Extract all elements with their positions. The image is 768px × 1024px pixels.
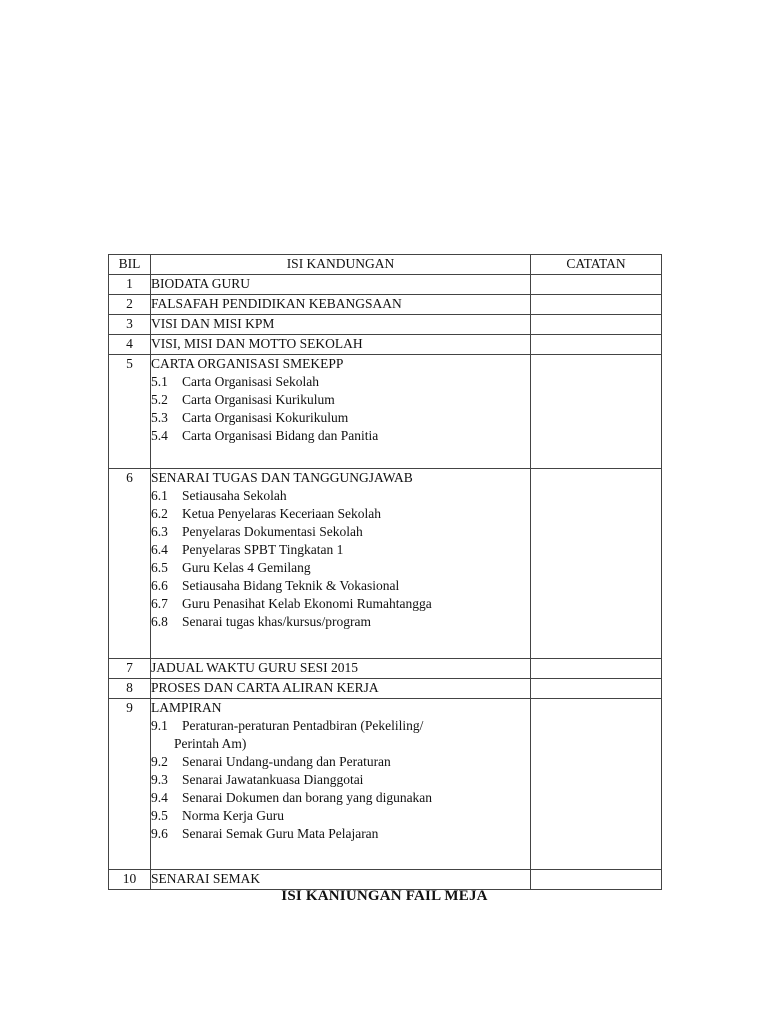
list-item xyxy=(151,789,530,807)
item-text-continuation: Perintah Am) xyxy=(174,736,247,751)
list-item xyxy=(151,717,530,735)
item-text: Norma Kerja Guru xyxy=(182,808,284,823)
table-row xyxy=(109,469,662,659)
row-title: PROSES DAN CARTA ALIRAN KERJA xyxy=(151,679,531,699)
row-title: VISI DAN MISI KPM xyxy=(151,315,531,335)
row-number: 6 xyxy=(109,469,151,659)
row-title: FALSAFAH PENDIDIKAN KEBANGSAAN xyxy=(151,295,531,315)
item-number: 5.3 xyxy=(151,410,168,425)
item-text: Carta Organisasi Bidang dan Panitia xyxy=(182,428,379,443)
item-text: Carta Organisasi Kurikulum xyxy=(182,392,335,407)
item-number: 9.4 xyxy=(151,790,168,805)
table-row xyxy=(109,870,662,890)
row-catatan xyxy=(531,355,662,469)
item-text: Penyelaras Dokumentasi Sekolah xyxy=(182,524,363,539)
list-item xyxy=(151,577,530,595)
item-text: Senarai Undang-undang dan Peraturan xyxy=(182,754,391,769)
header-catatan: CATATAN xyxy=(531,255,662,275)
item-number: 6.6 xyxy=(151,578,168,593)
table-row xyxy=(109,335,662,355)
row-content xyxy=(151,469,531,659)
row-catatan xyxy=(531,659,662,679)
item-text: Carta Organisasi Sekolah xyxy=(182,374,319,389)
item-text: Guru Kelas 4 Gemilang xyxy=(182,560,311,575)
row-title: BIODATA GURU xyxy=(151,275,531,295)
row-number: 9 xyxy=(109,699,151,870)
row-number: 8 xyxy=(109,679,151,699)
item-text: Senarai Jawatankuasa Dianggotai xyxy=(182,772,364,787)
item-text: Guru Penasihat Kelab Ekonomi Rumahtangga xyxy=(182,596,432,611)
table-row xyxy=(109,679,662,699)
item-number: 6.2 xyxy=(151,506,168,521)
list-item xyxy=(151,373,530,391)
item-number: 6.4 xyxy=(151,542,168,557)
item-text: Peraturan-peraturan Pentadbiran (Pekeliling/ xyxy=(182,718,424,733)
row-catatan xyxy=(531,870,662,890)
row-number: 3 xyxy=(109,315,151,335)
header-bil: BIL xyxy=(109,255,151,275)
row-number: 1 xyxy=(109,275,151,295)
table-row xyxy=(109,275,662,295)
list-item xyxy=(151,541,530,559)
row-title: SENARAI TUGAS DAN TANGGUNGJAWAB xyxy=(151,470,413,485)
item-text: Penyelaras SPBT Tingkatan 1 xyxy=(182,542,344,557)
row-title: JADUAL WAKTU GURU SESI 2015 xyxy=(151,659,531,679)
row-catatan xyxy=(531,335,662,355)
row-catatan xyxy=(531,699,662,870)
row-number: 7 xyxy=(109,659,151,679)
item-number: 5.1 xyxy=(151,374,168,389)
list-item xyxy=(151,505,530,523)
row-title: SENARAI SEMAK xyxy=(151,870,531,890)
list-item xyxy=(151,523,530,541)
item-number: 5.2 xyxy=(151,392,168,407)
item-number: 9.6 xyxy=(151,826,168,841)
row-catatan xyxy=(531,315,662,335)
item-text: Setiausaha Bidang Teknik & Vokasional xyxy=(182,578,400,593)
row-catatan xyxy=(531,295,662,315)
row-title: LAMPIRAN xyxy=(151,700,222,715)
item-number: 5.4 xyxy=(151,428,168,443)
item-number: 6.5 xyxy=(151,560,168,575)
row-number: 5 xyxy=(109,355,151,469)
row-catatan xyxy=(531,469,662,659)
list-item xyxy=(151,807,530,825)
list-item xyxy=(151,753,530,771)
item-text: Ketua Penyelaras Keceriaan Sekolah xyxy=(182,506,382,521)
table-row xyxy=(109,699,662,870)
item-number: 6.8 xyxy=(151,614,168,629)
list-item xyxy=(151,487,530,505)
list-item xyxy=(151,391,530,409)
item-number: 6.7 xyxy=(151,596,168,611)
item-number: 6.3 xyxy=(151,524,168,539)
table-row xyxy=(109,659,662,679)
item-text: Senarai tugas khas/kursus/program xyxy=(182,614,371,629)
item-number: 9.5 xyxy=(151,808,168,823)
row-number: 4 xyxy=(109,335,151,355)
item-text: Setiausaha Sekolah xyxy=(182,488,287,503)
item-number: 9.2 xyxy=(151,754,168,769)
row-catatan xyxy=(531,679,662,699)
row-number: 10 xyxy=(109,870,151,890)
item-number: 9.3 xyxy=(151,772,168,787)
list-item xyxy=(151,559,530,577)
row-number: 2 xyxy=(109,295,151,315)
item-number: 9.1 xyxy=(151,718,168,733)
item-number: 6.1 xyxy=(151,488,168,503)
list-item xyxy=(151,825,530,843)
list-item xyxy=(151,771,530,789)
table-row xyxy=(109,295,662,315)
row-content xyxy=(151,355,531,469)
item-text: Senarai Semak Guru Mata Pelajaran xyxy=(182,826,379,841)
table-header-row xyxy=(109,255,662,275)
row-catatan xyxy=(531,275,662,295)
header-isi-kandungan: ISI KANDUNGAN xyxy=(151,255,531,275)
contents-table xyxy=(108,254,662,890)
list-item xyxy=(151,595,530,613)
list-item xyxy=(151,427,530,445)
row-title: CARTA ORGANISASI SMEKEPP xyxy=(151,356,344,371)
row-content xyxy=(151,699,531,870)
document-caption: ISI KANIUNGAN FAIL MEJA xyxy=(281,888,488,904)
table-row xyxy=(109,355,662,469)
row-title: VISI, MISI DAN MOTTO SEKOLAH xyxy=(151,335,531,355)
list-item xyxy=(151,613,530,631)
table-row xyxy=(109,315,662,335)
item-text: Senarai Dokumen dan borang yang digunakan xyxy=(182,790,433,805)
list-item xyxy=(151,409,530,427)
item-text: Carta Organisasi Kokurikulum xyxy=(182,410,349,425)
